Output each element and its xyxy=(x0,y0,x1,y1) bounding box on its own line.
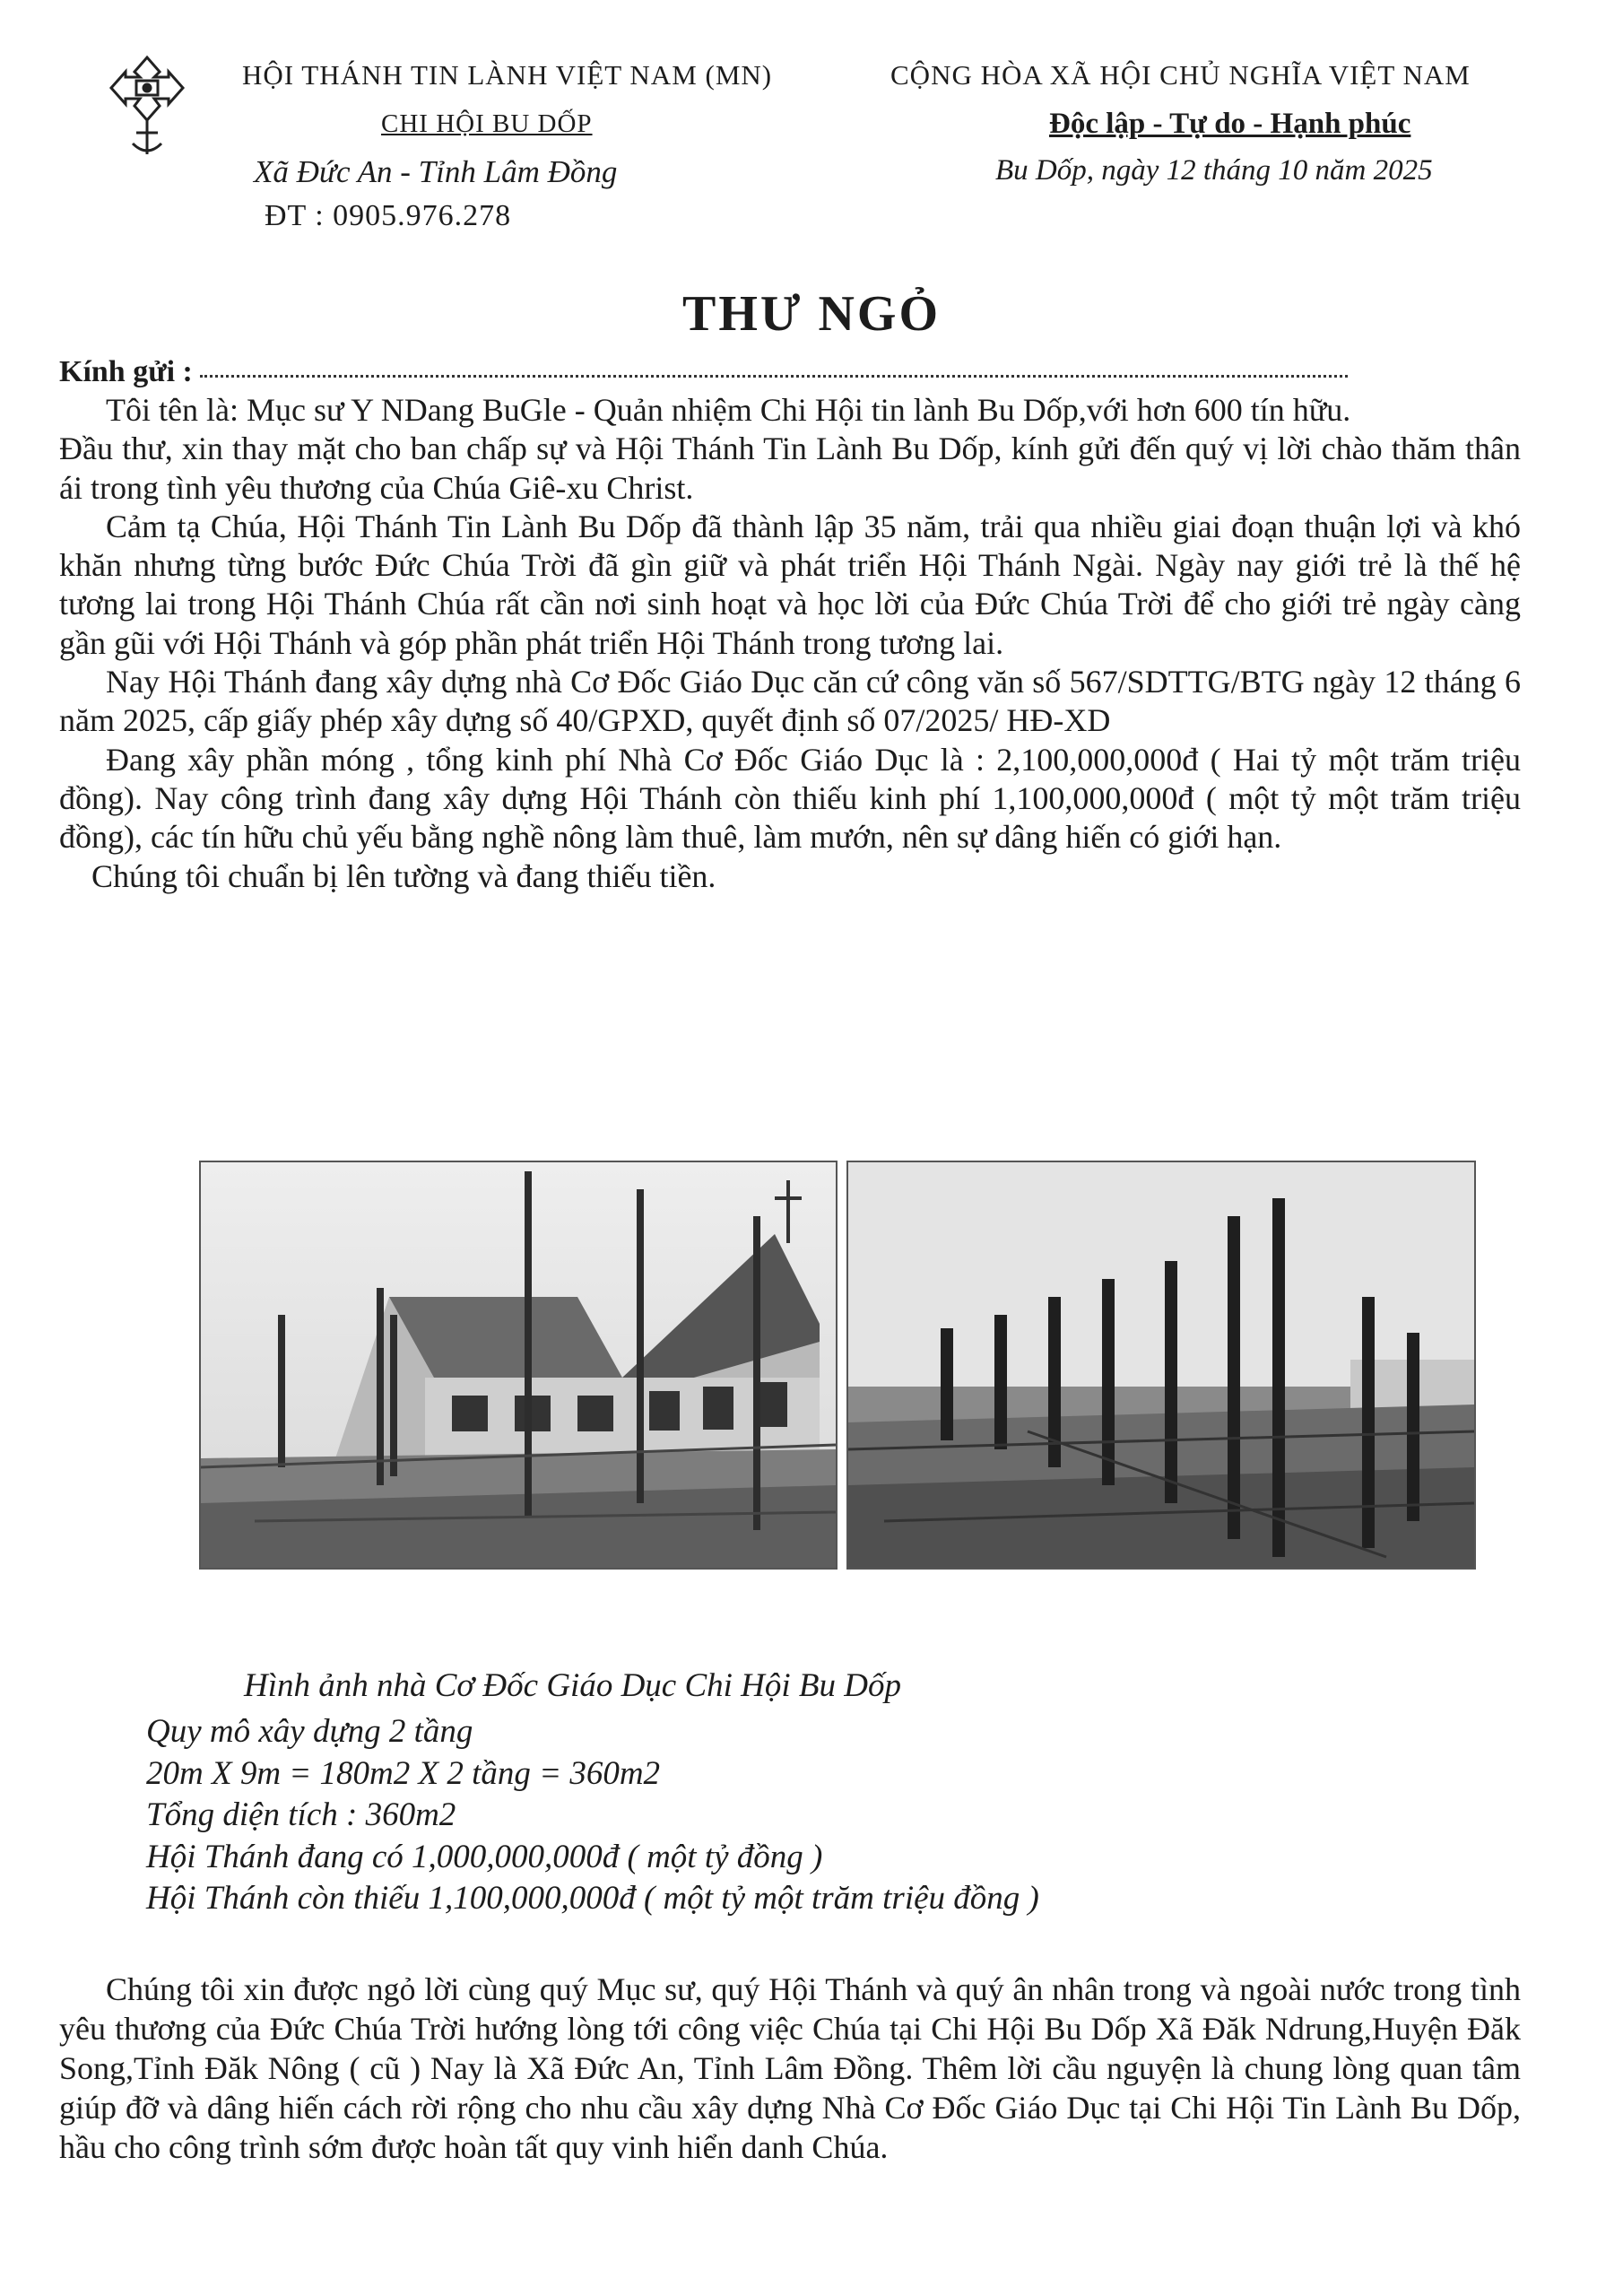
scale-line: 20m X 9m = 180m2 X 2 tầng = 360m2 xyxy=(146,1754,661,1792)
photo-caption: Hình ảnh nhà Cơ Đốc Giáo Dục Chi Hội Bu Dốp xyxy=(244,1667,901,1704)
nation-name: CỘNG HÒA XÃ HỘI CHỦ NGHĨA VIỆT NAM xyxy=(890,59,1471,91)
letter-body xyxy=(59,391,1521,896)
closing-paragraph: Chúng tôi xin được ngỏ lời cùng quý Mục sư, quý Hội Thánh và quý ân nhân trong và ngoài nước trong tình yêu thương của Đức Chúa Trời hướng lòng tới công việc Chúa tại Chi Hội Bu Dốp Xã Đăk Ndrung,Huyện Đăk Song,Tỉnh Đăk Nông ( cũ ) Nay là Xã Đức An, Tỉnh Lâm Đồng. Thêm lời cầu nguyện là chung lòng quan tâm giúp đỡ và dâng hiến cách rời rộng cho nhu cầu xây dựng Nhà Cơ Đốc Giáo Dục tại Chi Hội Tin Lành Bu Dốp, hầu cho công trình sớm được hoàn tất quy vinh hiển danh Chúa. xyxy=(59,1971,1521,2165)
closing-section xyxy=(59,1970,1521,2167)
construction-site-photo-columns xyxy=(846,1161,1476,1570)
document-title: THƯ NGỎ xyxy=(681,286,942,342)
church-cross-emblem-icon xyxy=(97,54,197,160)
paragraph-intro: Tôi tên là: Mục sư Y NDang BuGle - Quản nhiệm Chi Hội tin lành Bu Dốp,với hơn 600 tín hữu. xyxy=(106,392,1351,428)
scale-line: Hội Thánh còn thiếu 1,100,000,000đ ( một tỷ một trăm triệu đồng ) xyxy=(146,1880,1039,1917)
branch-address: Xã Đức An - Tỉnh Lâm Đồng xyxy=(254,154,618,189)
branch-name: CHI HỘI BU DỐP xyxy=(381,109,593,138)
paragraph-greeting: Đầu thư, xin thay mặt cho ban chấp sự và Hội Thánh Tin Lành Bu Dốp, kính gửi đến quý vị lời chào thăm thân ái trong tình yêu thương của Chúa Giê-xu Christ. xyxy=(59,430,1521,506)
construction-scale-list xyxy=(146,1711,1222,1920)
scale-line: Hội Thánh đang có 1,000,000,000đ ( một tỷ đồng ) xyxy=(146,1838,823,1875)
paragraph-history: Cảm tạ Chúa, Hội Thánh Tin Lành Bu Dốp đã thành lập 35 năm, trải qua nhiều giai đoạn thuận lợi và khó khăn nhưng từng bước Đức Chúa Trời đã gìn giữ và phát triển Hội Thánh Ngài. Ngày nay giới trẻ là thế hệ tương lai trong Hội Thánh Chúa rất cần nơi sinh hoạt và học lời của Đức Chúa Trời để cho giới trẻ ngày càng gần gũi với Hội Thánh và góp phần phát triển Hội Thánh trong tương lai. xyxy=(59,508,1521,661)
paragraph-funding: Đang xây phần móng , tổng kinh phí Nhà Cơ Đốc Giáo Dục là : 2,100,000,000đ ( Hai tỷ một trăm triệu đồng). Nay công trình đang xây dựng Hội Thánh còn thiếu kinh phí 1,100,000,000đ ( một tỷ một trăm triệu đồng), các tín hữu chủ yếu bằng nghề nông làm thuê, làm mướn, nên sự dâng hiến có giới hạn. xyxy=(59,741,1521,856)
paragraph-status: Chúng tôi chuẩn bị lên tường và đang thiếu tiền. xyxy=(91,857,716,894)
scale-line: Tổng diện tích : 360m2 xyxy=(146,1796,456,1833)
recipient-line xyxy=(59,355,1348,389)
branch-phone: ĐT : 0905.976.278 xyxy=(265,199,512,232)
letter-date: Bu Dốp, ngày 12 tháng 10 năm 2025 xyxy=(995,154,1433,187)
scale-line: Quy mô xây dựng 2 tầng xyxy=(146,1713,473,1750)
recipient-blank xyxy=(200,375,1348,378)
national-motto: Độc lập - Tự do - Hạnh phúc xyxy=(1049,108,1411,140)
organization-name: HỘI THÁNH TIN LÀNH VIỆT NAM (MN) xyxy=(242,59,773,91)
construction-site-photo-with-church xyxy=(199,1161,838,1570)
recipient-label: Kính gửi : xyxy=(59,355,193,388)
paragraph-construction: Nay Hội Thánh đang xây dựng nhà Cơ Đốc Giáo Dục căn cứ công văn số 567/SDTTG/BTG ngày 12 tháng 6 năm 2025, cấp giấy phép xây dựng số 40/GPXD, quyết định số 07/2025/ HĐ-XD xyxy=(59,664,1521,739)
